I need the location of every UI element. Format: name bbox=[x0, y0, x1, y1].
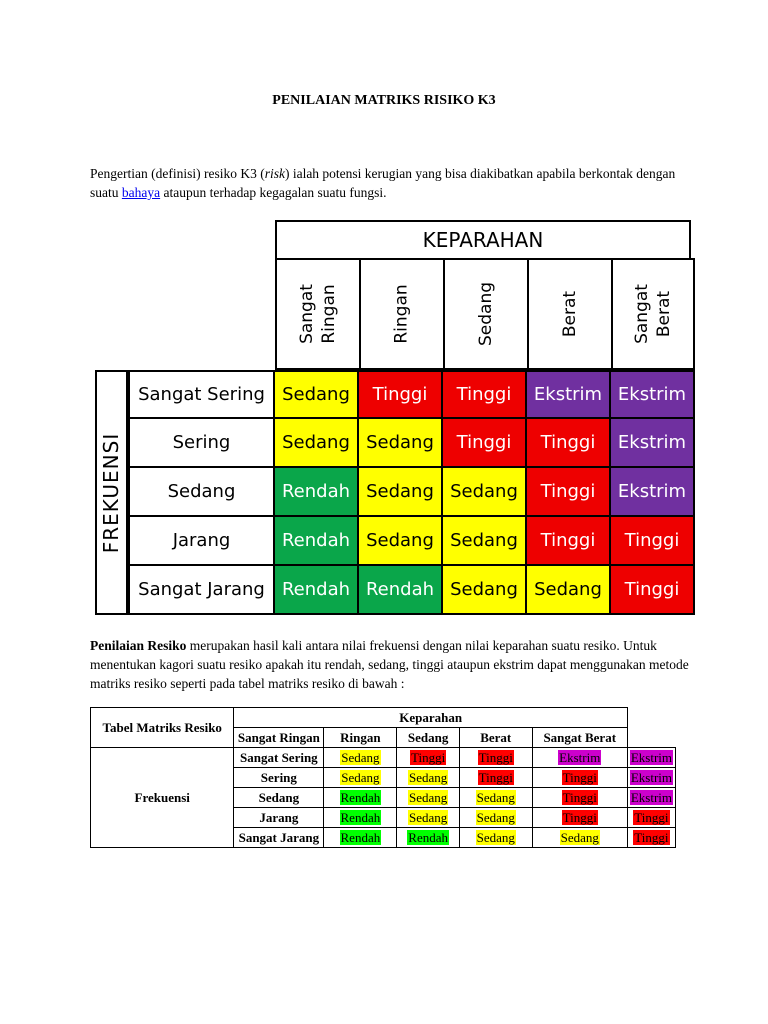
intro-paragraph bbox=[90, 164, 690, 202]
matrix-col-label: Sangat Ringan bbox=[296, 284, 339, 344]
keparahan-header: KEPARAHAN bbox=[275, 220, 691, 258]
risk-level-highlight: Tinggi bbox=[634, 809, 669, 825]
page-title: PENILAIAN MATRIKS RISIKO K3 bbox=[272, 93, 496, 108]
table-row-label: Jarang bbox=[234, 808, 324, 828]
risk-level-highlight: Tinggi bbox=[562, 809, 597, 825]
table-cell bbox=[532, 748, 627, 768]
table-row-label: Sangat Jarang bbox=[234, 828, 324, 848]
table-cell bbox=[532, 828, 627, 848]
risk-level-highlight: Sedang bbox=[341, 749, 380, 765]
table-col-header: Ringan bbox=[324, 728, 397, 748]
intro-italic: risk bbox=[264, 166, 285, 181]
risk-level-highlight: Ekstrim bbox=[630, 769, 672, 785]
table-cell bbox=[627, 828, 675, 848]
matrix-cell: Sedang bbox=[275, 370, 359, 419]
matrix-col-label: Ringan bbox=[391, 284, 412, 344]
risk-level-highlight: Sedang bbox=[476, 789, 515, 805]
matrix-col-header bbox=[275, 258, 359, 370]
table-col-header: Berat bbox=[459, 728, 532, 748]
matrix-col-label: Berat bbox=[559, 290, 580, 338]
table-cell bbox=[459, 808, 532, 828]
matrix-cell: Sedang bbox=[527, 566, 611, 615]
matrix-cell: Tinggi bbox=[443, 370, 527, 419]
table-cell bbox=[397, 788, 459, 808]
risk-level-highlight: Tinggi bbox=[478, 749, 513, 765]
table-row-label: Sedang bbox=[234, 788, 324, 808]
matrix-cell: Tinggi bbox=[611, 566, 695, 615]
matrix-row-label: Sedang bbox=[128, 468, 275, 517]
matrix-cell: Rendah bbox=[275, 468, 359, 517]
table-cell bbox=[324, 788, 397, 808]
risk-level-highlight: Tinggi bbox=[562, 769, 597, 785]
risk-matrix-table bbox=[90, 707, 676, 848]
assessment-text: merupakan hasil kali antara nilai frekuensi dengan nilai keparahan suatu resiko. Untuk menentukan kagori suatu resiko apakah itu rendah, sedang, tinggi ataupun ekstrim dapat menggunakan metode matriks resiko seperti pada tabel matriks resiko di bawah : bbox=[90, 638, 689, 691]
matrix-cell: Tinggi bbox=[443, 419, 527, 468]
intro-text-2: ) ialah potensi kerugian yang bisa diakibatkan apabila berkontak dengan suatu bbox=[90, 166, 676, 200]
table-cell bbox=[627, 788, 675, 808]
table-cell bbox=[459, 748, 532, 768]
frekuensi-side-label bbox=[95, 370, 128, 615]
table-cell bbox=[532, 788, 627, 808]
matrix-col-header bbox=[443, 258, 527, 370]
table-cell bbox=[627, 748, 675, 768]
matrix-row-label: Jarang bbox=[128, 517, 275, 566]
risk-level-highlight: Sedang bbox=[409, 769, 448, 785]
matrix-cell: Sedang bbox=[359, 517, 443, 566]
matrix-row-label: Sangat Jarang bbox=[128, 566, 275, 615]
risk-level-highlight: Rendah bbox=[340, 789, 381, 805]
risk-level-highlight: Tinggi bbox=[478, 769, 513, 785]
matrix-cell: Tinggi bbox=[527, 419, 611, 468]
table-row-label: Sangat Sering bbox=[234, 748, 324, 768]
matrix-cell: Sedang bbox=[443, 517, 527, 566]
frekuensi-text: FREKUENSI bbox=[99, 432, 124, 553]
matrix-cell: Sedang bbox=[443, 468, 527, 517]
table-cell bbox=[459, 768, 532, 788]
matrix-cell: Ekstrim bbox=[611, 419, 695, 468]
matrix-cell: Sedang bbox=[443, 566, 527, 615]
table-cell bbox=[397, 828, 459, 848]
table-cell bbox=[397, 768, 459, 788]
matrix-row-label: Sangat Sering bbox=[128, 370, 275, 419]
matrix-col-header bbox=[527, 258, 611, 370]
table-col-header: Sedang bbox=[397, 728, 459, 748]
table-cell bbox=[627, 768, 675, 788]
risk-level-highlight: Sedang bbox=[409, 789, 448, 805]
table-corner: Tabel Matriks Resiko bbox=[91, 708, 234, 748]
matrix-cell: Sedang bbox=[359, 468, 443, 517]
matrix-col-label: Sangat Berat bbox=[631, 284, 674, 344]
risk-level-highlight: Sedang bbox=[409, 809, 448, 825]
risk-level-highlight: Ekstrim bbox=[559, 749, 601, 765]
table-cell bbox=[397, 748, 459, 768]
table-cell bbox=[532, 808, 627, 828]
table-row bbox=[91, 748, 676, 768]
matrix-row-label: Sering bbox=[128, 419, 275, 468]
table-cell bbox=[459, 828, 532, 848]
matrix-cell: Tinggi bbox=[527, 468, 611, 517]
matrix-col-header bbox=[611, 258, 695, 370]
assessment-bold: Penilaian Resiko bbox=[90, 638, 187, 653]
risk-level-highlight: Tinggi bbox=[411, 749, 446, 765]
table-cell bbox=[532, 768, 627, 788]
matrix-cell: Rendah bbox=[359, 566, 443, 615]
table-cell bbox=[324, 748, 397, 768]
risk-level-highlight: Rendah bbox=[408, 829, 448, 845]
matrix-cell: Tinggi bbox=[527, 517, 611, 566]
table-frekuensi-label: Frekuensi bbox=[91, 748, 234, 848]
table-cell bbox=[459, 788, 532, 808]
table-cell bbox=[627, 808, 675, 828]
risk-level-highlight: Tinggi bbox=[634, 829, 669, 845]
table-keparahan-header: Keparahan bbox=[234, 708, 627, 728]
table-cell bbox=[397, 808, 459, 828]
risk-level-highlight: Rendah bbox=[340, 829, 381, 845]
risk-level-highlight: Tinggi bbox=[562, 789, 597, 805]
matrix-cell: Ekstrim bbox=[527, 370, 611, 419]
table-col-header: Sangat Berat bbox=[532, 728, 627, 748]
bahaya-link[interactable]: bahaya bbox=[121, 185, 161, 200]
table-header-row bbox=[91, 708, 676, 728]
table-cell bbox=[324, 808, 397, 828]
matrix-cell: Tinggi bbox=[359, 370, 443, 419]
intro-text-1: Pengertian (definisi) resiko K3 ( bbox=[90, 166, 265, 181]
matrix-cell: Rendah bbox=[275, 517, 359, 566]
risk-level-highlight: Rendah bbox=[340, 809, 381, 825]
risk-level-highlight: Ekstrim bbox=[630, 789, 672, 805]
matrix-cell: Rendah bbox=[275, 566, 359, 615]
risk-matrix-graphic bbox=[95, 220, 691, 615]
risk-level-highlight: Sedang bbox=[476, 829, 515, 845]
matrix-col-header bbox=[359, 258, 443, 370]
risk-level-highlight: Sedang bbox=[341, 769, 380, 785]
matrix-col-label: Sedang bbox=[476, 281, 496, 347]
matrix-cell: Tinggi bbox=[611, 517, 695, 566]
assessment-paragraph bbox=[90, 636, 690, 693]
matrix-cell: Sedang bbox=[359, 419, 443, 468]
risk-level-highlight: Sedang bbox=[476, 809, 515, 825]
risk-level-highlight: Sedang bbox=[560, 829, 599, 845]
risk-level-highlight: Ekstrim bbox=[630, 749, 672, 765]
table-cell bbox=[324, 828, 397, 848]
matrix-cell: Sedang bbox=[275, 419, 359, 468]
table-cell bbox=[324, 768, 397, 788]
matrix-cell: Ekstrim bbox=[611, 468, 695, 517]
intro-text-3: ataupun terhadap kegagalan suatu fungsi. bbox=[160, 185, 387, 200]
table-col-header: Sangat Ringan bbox=[234, 728, 324, 748]
table-row-label: Sering bbox=[234, 768, 324, 788]
matrix-cell: Ekstrim bbox=[611, 370, 695, 419]
